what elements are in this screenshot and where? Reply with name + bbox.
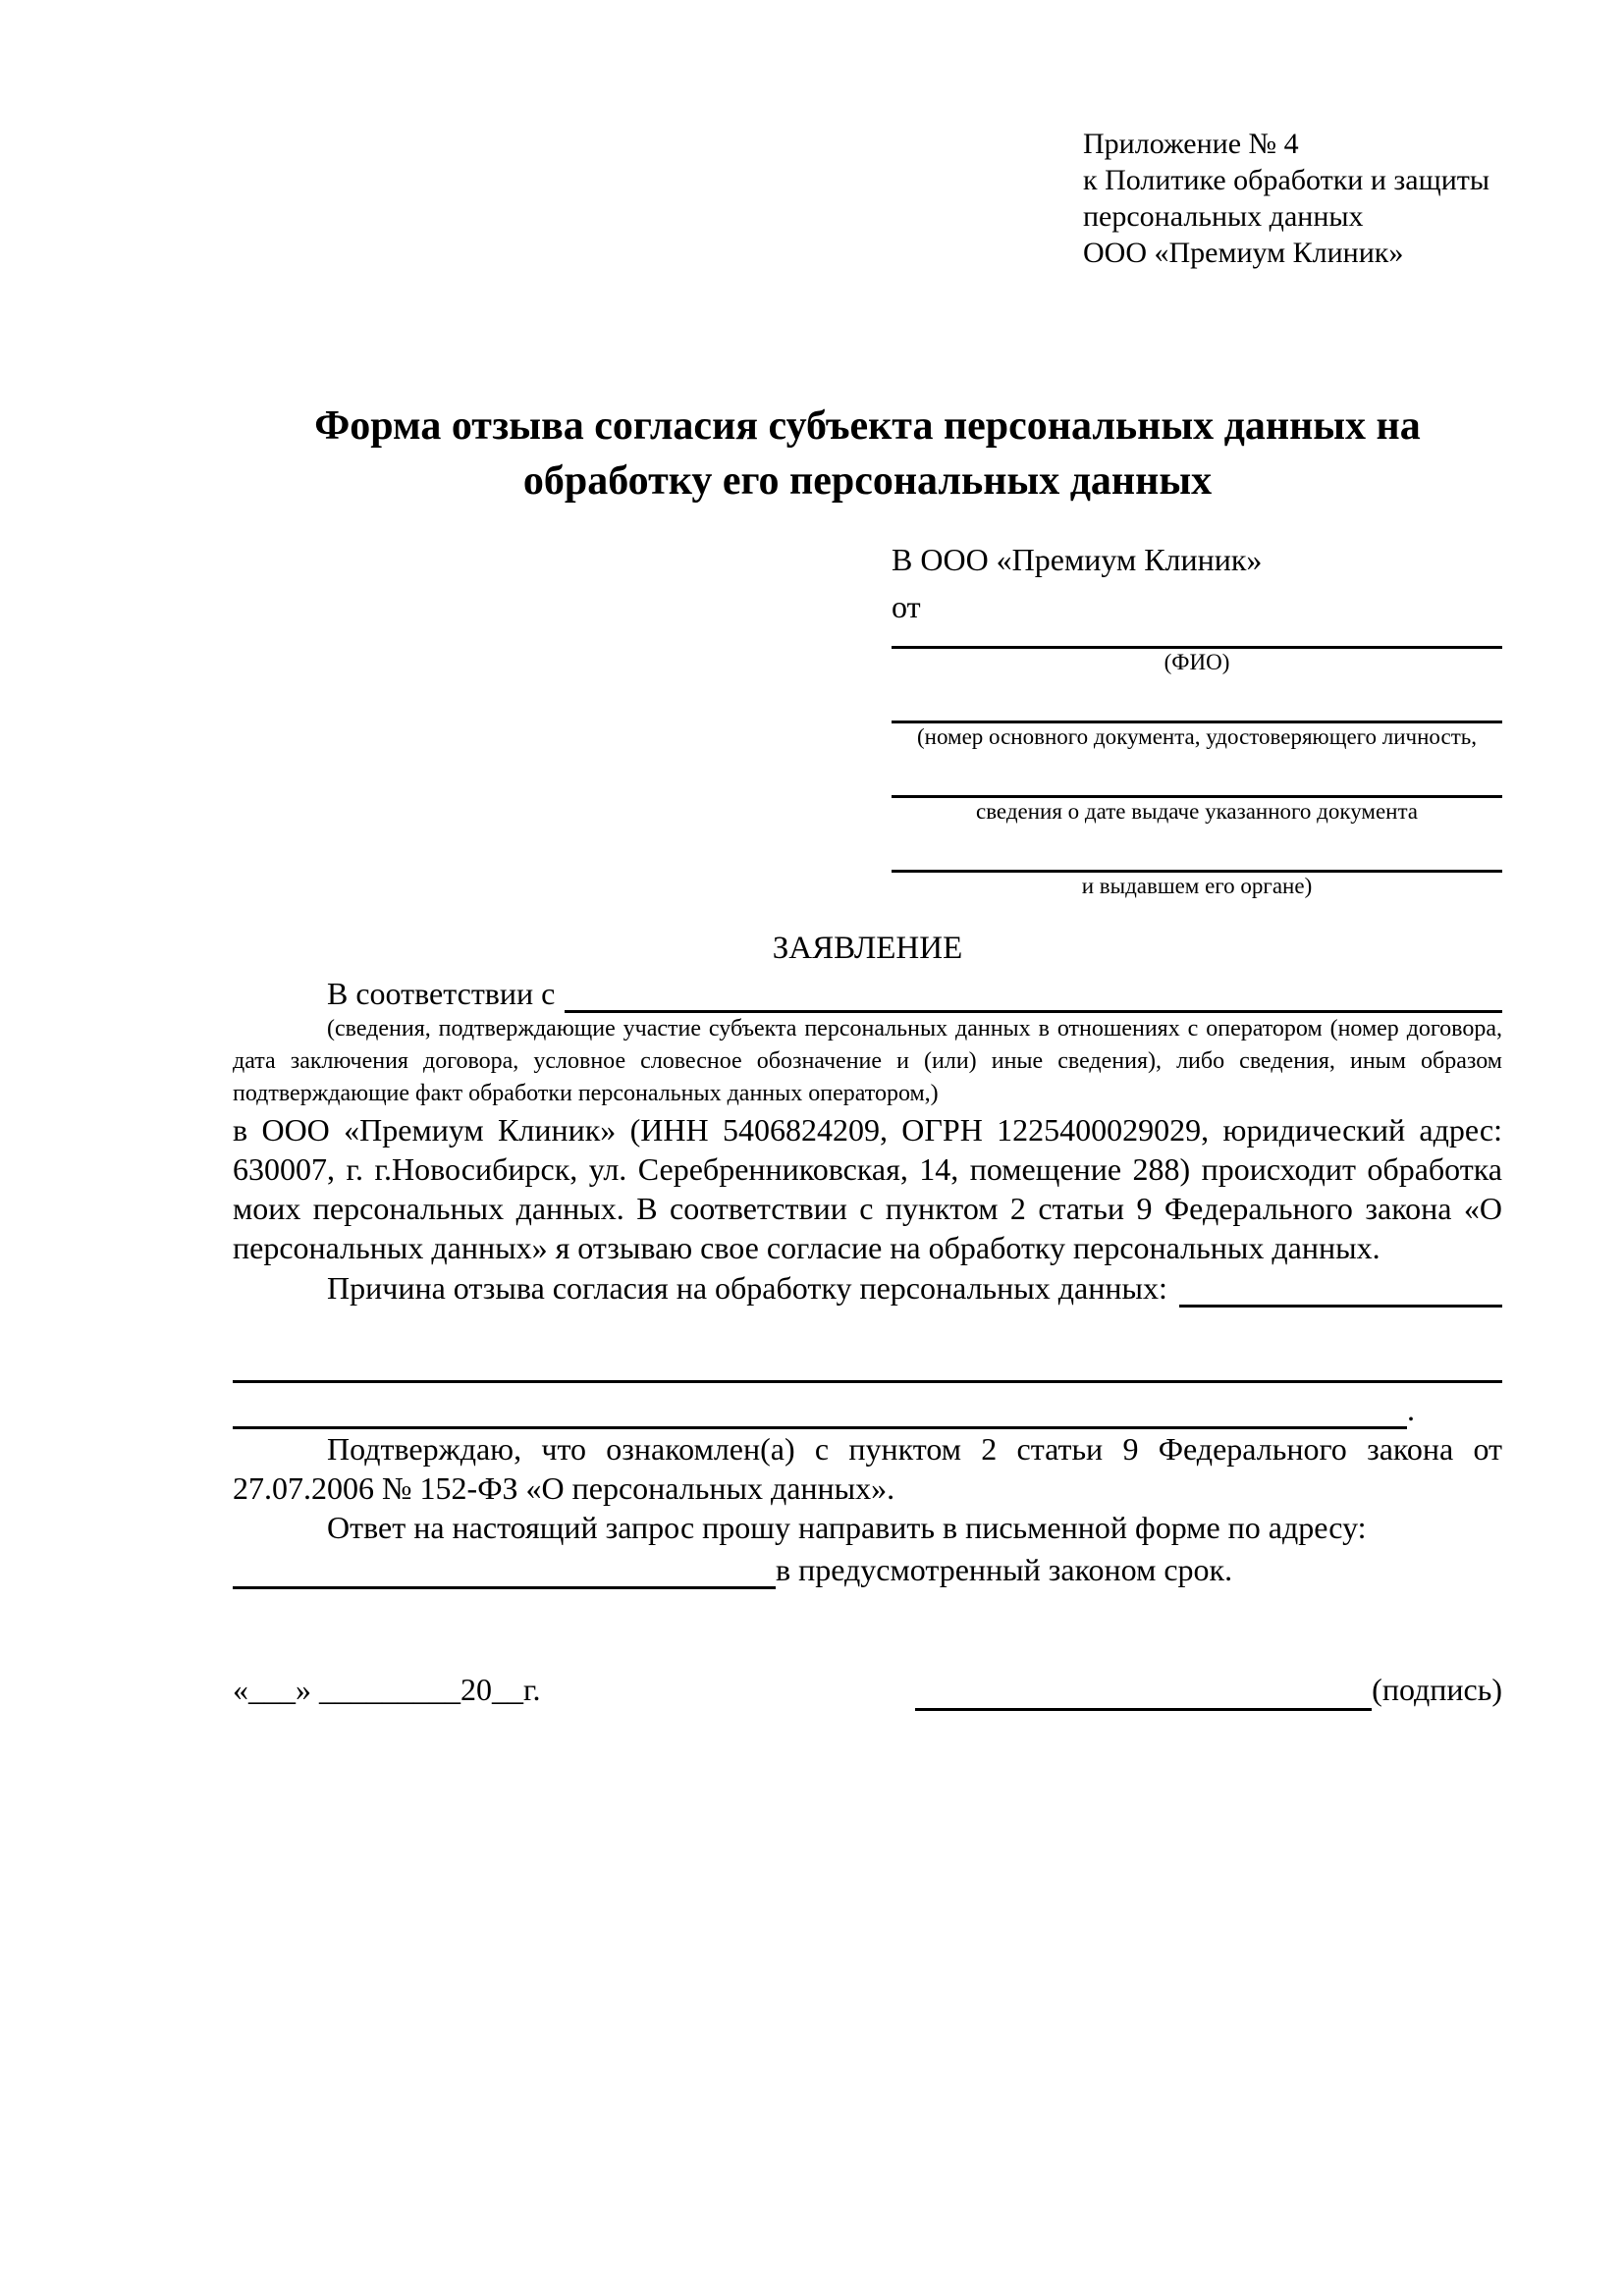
appendix-line: к Политике обработки и защиты — [1083, 164, 1490, 196]
reply-paragraph: Ответ на настоящий запрос прошу направить в письменной форме по адресу: — [327, 1510, 1367, 1545]
appendix-header — [1083, 126, 1502, 271]
document-number-blank-line — [892, 676, 1502, 723]
intro-prefix: В соответствии с — [327, 976, 556, 1011]
appendix-line: персональных данных — [1083, 200, 1364, 233]
statement-heading: ЗАЯВЛЕНИЕ — [772, 931, 963, 966]
signature-group — [915, 1668, 1502, 1711]
fio-blank-line — [892, 630, 1502, 649]
reply-address-blank-line — [233, 1547, 776, 1589]
reason-blank-line-3-row — [233, 1383, 1502, 1429]
footer-row — [233, 1668, 1502, 1711]
document-number-caption: (номер основного документа, удостоверяющего личность, — [916, 724, 1477, 749]
intro-note: (сведения, подтверждающие участие субъекта персональных данных в отношениях с оператором (номер договора, дата заключения договора, условное словесное обозначение и (или) иные сведения), либо сведения, иным образом подтверждающие факт обработки персональных данных оператором,) — [233, 1016, 1502, 1106]
confirm-paragraph: Подтверждаю, что ознакомлен(а) с пунктом 2 статьи 9 Федерального закона от 27.07.2006 № 152-ФЗ «О персональных данных». — [233, 1431, 1502, 1506]
signature-caption: (подпись) — [1372, 1672, 1502, 1707]
reply-address-row — [233, 1547, 1502, 1589]
main-paragraph: в ООО «Премиум Клиник» (ИНН 5406824209, ОГРН 1225400029029, юридический адрес: 630007, г. г.Новосибирск, ул. Серебренниковская, 14, помещение 288) происходит обработка моих персональных данных. В соответствии с пунктом 2 статьи 9 Федерального закона «О персональных данных» я отзываю свое согласие на обработку персональных данных. — [233, 1112, 1502, 1265]
recipient-block — [892, 536, 1502, 900]
page-title: Форма отзыва согласия субъекта персональных данных на обработку его персональных данных — [314, 403, 1421, 504]
appendix-line: Приложение № 4 — [1083, 128, 1299, 160]
reason-blank-line-3 — [233, 1383, 1407, 1429]
intro-blank-line — [565, 973, 1502, 1013]
fio-caption: (ФИО) — [1164, 650, 1230, 674]
issue-date-caption: сведения о дате выдаче указанного документа — [975, 799, 1419, 824]
reason-label: Причина отзыва согласия на обработку персональных данных: — [327, 1270, 1167, 1306]
reply-suffix: в предусмотренный законом срок. — [776, 1552, 1233, 1587]
reason-blank-line-2 — [233, 1337, 1502, 1383]
recipient-from-label: от — [892, 589, 921, 624]
issuing-authority-caption: и выдавшем его органе) — [1081, 874, 1313, 898]
reason-row — [233, 1267, 1502, 1308]
date-blank: «___» _________20__г. — [233, 1672, 541, 1707]
reason-blank-line — [1179, 1267, 1502, 1308]
issuing-authority-blank-line — [892, 826, 1502, 873]
appendix-line: ООО «Премиум Клиник» — [1083, 237, 1404, 269]
signature-blank-line — [915, 1669, 1372, 1711]
issue-date-blank-line — [892, 751, 1502, 798]
reason-period: . — [1407, 1392, 1415, 1427]
intro-row — [233, 973, 1502, 1013]
recipient-to: В ООО «Премиум Клиник» — [892, 542, 1263, 577]
